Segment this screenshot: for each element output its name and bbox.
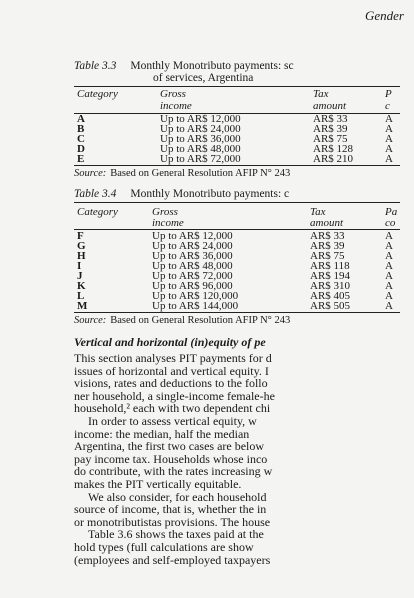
caption-line-1: Monthly Monotributo payments: c	[130, 188, 290, 200]
table-rule	[74, 312, 400, 313]
table-3-4-caption	[74, 188, 289, 200]
section-heading: Vertical and horizontal (in)equity of pe	[74, 335, 266, 349]
table-row: F Up to AR$ 12,000 AR$ 33 A	[77, 230, 393, 242]
col-header-partial-2: c	[385, 100, 390, 112]
table-row: M Up to AR$ 144,000 AR$ 505 A	[77, 300, 393, 312]
table-number: Table 3.4	[74, 188, 117, 200]
table-row: E Up to AR$ 72,000 AR$ 210 A	[77, 153, 393, 165]
table-number: Table 3.3	[74, 60, 117, 72]
table-3-3-source: Source: Based on General Resolution AFIP N° 243	[74, 168, 291, 179]
text-line: income: the median, half the median	[74, 426, 250, 441]
col-header-tax: Tax	[310, 206, 326, 218]
table-3-3-caption-line-2: of services, Argentina	[153, 72, 254, 84]
table-rule	[74, 165, 400, 166]
table-row: G Up to AR$ 24,000 AR$ 39 A	[77, 240, 393, 252]
col-header-category: Category	[77, 206, 118, 218]
col-header-category: Category	[77, 88, 118, 100]
table-row: D Up to AR$ 48,000 AR$ 128 A	[77, 143, 393, 155]
table-row: H Up to AR$ 36,000 AR$ 75 A	[77, 250, 393, 262]
col-header-partial: Pa	[385, 206, 398, 218]
col-header-gross-2: income	[160, 100, 192, 112]
text-line: Argentina, the first two cases are below	[74, 439, 265, 454]
text-line: makes the PIT vertically equitable.	[74, 476, 242, 491]
text-line: This section analyses PIT payments for d	[74, 351, 272, 365]
text-line: ner household, a single-income female-he	[74, 388, 275, 403]
text-line: In order to assess vertical equity, w	[88, 413, 257, 428]
table-3-4-source: Source: Based on General Resolution AFIP N° 243	[74, 315, 291, 326]
table-row: I Up to AR$ 48,000 AR$ 118 A	[77, 260, 393, 272]
text-line: (employees and self-employed taxpayers	[74, 552, 271, 567]
text-line: source of income, that is, whether the in	[74, 502, 267, 517]
text-line: visions, rates and deductions to the follo	[74, 376, 268, 391]
col-header-tax-2: amount	[310, 217, 343, 229]
table-rule	[74, 202, 400, 203]
table-row: J Up to AR$ 72,000 AR$ 194 A	[77, 270, 393, 282]
text-line: hold types (full calculations are show	[74, 539, 254, 554]
text-line: Table 3.6 shows the taxes paid at the	[88, 527, 264, 542]
col-header-gross-2: income	[152, 217, 184, 229]
col-header-partial: P	[385, 88, 392, 100]
body-paragraphs	[74, 352, 414, 566]
table-row: K Up to AR$ 96,000 AR$ 310 A	[77, 280, 393, 292]
table-rule	[74, 229, 400, 230]
col-header-tax: Tax	[313, 88, 329, 100]
text-line: issues of horizontal and vertical equity. I	[74, 363, 269, 378]
caption-line-1: Monthly Monotributo payments: sc	[130, 60, 294, 72]
table-row: B Up to AR$ 24,000 AR$ 39 A	[77, 123, 393, 135]
text-line: or monotributistas provisions. The house	[74, 514, 271, 529]
col-header-tax-2: amount	[313, 100, 346, 112]
table-row: C Up to AR$ 36,000 AR$ 75 A	[77, 133, 393, 145]
table-row: A Up to AR$ 12,000 AR$ 33 A	[77, 113, 393, 125]
text-line: pay income tax. Households whose inco	[74, 451, 268, 466]
table-row: L Up to AR$ 120,000 AR$ 405 A	[77, 290, 393, 302]
running-head: Gender	[365, 8, 404, 23]
col-header-gross: Gross	[160, 88, 186, 100]
col-header-partial-2: co	[385, 217, 396, 229]
col-header-gross: Gross	[152, 206, 178, 218]
text-line: household,² each with two dependent chi	[74, 401, 271, 416]
table-rule	[74, 86, 400, 87]
text-line: We also consider, for each household	[88, 489, 267, 504]
text-line: do contribute, with the rates increasing w	[74, 464, 273, 479]
table-3-3-caption	[74, 60, 294, 72]
